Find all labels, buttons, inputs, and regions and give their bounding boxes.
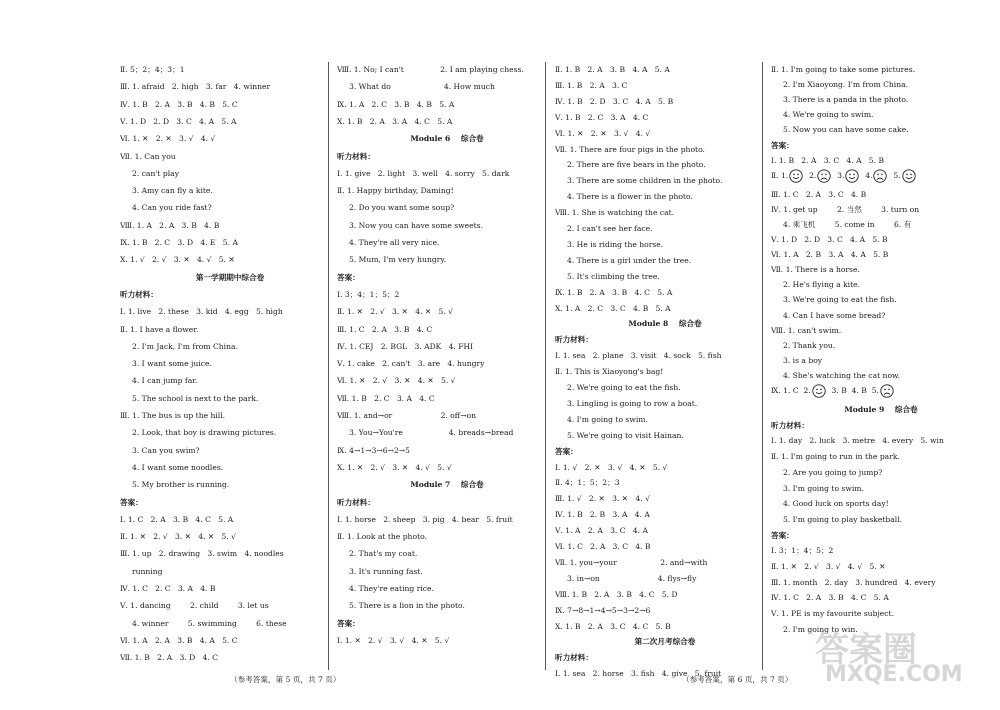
answer-line: 2. I can't see her face. bbox=[567, 224, 653, 233]
answer-line: 4. I'm going to swim. bbox=[567, 414, 648, 424]
face-item-number: 4. B bbox=[851, 386, 867, 395]
answer-line: 4. There is a girl under the tree. bbox=[567, 255, 692, 265]
answer-line: 3. I want some juice. bbox=[132, 359, 212, 369]
face-item-number: 5. bbox=[893, 170, 901, 180]
answer-line: Ⅷ. 1. B 2. A 3. B 4. C 5. D bbox=[555, 589, 678, 599]
face-item-number: 3. B bbox=[831, 386, 847, 395]
answer-line: Ⅸ. 1. B 2. C 3. D 4. E 5. A bbox=[120, 238, 238, 247]
column-divider bbox=[545, 62, 546, 670]
answer-line: Ⅲ. 1. The bus is up the hill. bbox=[120, 411, 226, 420]
answer-line: Ⅱ. 5；2；4；3；1 bbox=[120, 65, 185, 74]
answer-line: 3. What do 4. How much bbox=[349, 82, 495, 92]
answer-line: Ⅹ. 1. √ 2. √ 3. ✕ 4. √ 5. ✕ bbox=[120, 255, 235, 265]
answer-line: Ⅱ. 1. ✕ 2. √ 3. ✕ 4. ✕ 5. √ bbox=[120, 532, 237, 542]
answer-line: Ⅱ. 1. I'm going to run in the park. bbox=[771, 452, 900, 462]
smiley-face-icon bbox=[812, 384, 826, 398]
answer-line: 4. There is a flower in the photo. bbox=[567, 192, 693, 202]
answer-line: Ⅶ. 1. you→your 2. and→with bbox=[555, 557, 708, 567]
face-item-number: 1. bbox=[781, 170, 789, 180]
smiley-face-icon bbox=[789, 169, 803, 183]
answer-line: 3. is a boy bbox=[783, 355, 823, 365]
answer-line: 5. Mum, I'm very hungry. bbox=[349, 255, 447, 265]
answer-line: 4. I can jump far. bbox=[132, 376, 198, 386]
answer-line: 5. My brother is running. bbox=[132, 480, 230, 490]
answer-line: 4. Can I have some bread? bbox=[783, 310, 886, 320]
answer-line: 5. We're going to visit Hainan. bbox=[567, 430, 684, 440]
answer-line: Ⅶ. 1. There is a horse. bbox=[771, 265, 860, 275]
face-item-number: 4. bbox=[865, 170, 873, 180]
answer-line: 3. We're going to eat the fish. bbox=[783, 295, 897, 305]
answer-line: Ⅷ. 1. A 2. A 3. B 4. B bbox=[120, 220, 220, 230]
answer-line: Ⅷ. 1. She is watching the cat. bbox=[555, 208, 675, 218]
answer-line: Ⅰ. 1. give 2. light 3. well 4. sorry 5. dark bbox=[337, 168, 510, 178]
sad-face-icon bbox=[873, 169, 887, 183]
answer-line: Ⅱ. 1. ✕ 2. √ 3. √ 4. √ 5. ✕ bbox=[771, 562, 886, 571]
answer-line: Ⅲ. 1. √ 2. ✕ 3. ✕ 4. √ bbox=[555, 494, 650, 504]
section-label: 听力材料： bbox=[337, 497, 375, 507]
answer-line: 4. I want some noodles. bbox=[132, 462, 224, 472]
answer-line: Ⅳ. 1. B 2. D 3. C 4. A 5. B bbox=[555, 96, 674, 106]
answer-line: Ⅶ. 1. Can you bbox=[120, 151, 176, 161]
smiley-face-icon bbox=[845, 169, 859, 183]
answer-line: 2. That's my coat. bbox=[349, 549, 418, 559]
answer-line: 5. I'm going to play basketball. bbox=[783, 514, 903, 524]
section-title: Module 8 综合卷 bbox=[628, 319, 702, 329]
answer-line: Ⅳ. 1. CEJ 2. BGL 3. ADK 4. FHI bbox=[337, 341, 474, 351]
answer-line: Ⅰ. 1. ✕ 2. √ 3. √ 4. ✕ 5. √ bbox=[337, 635, 450, 645]
answer-line: 2. can't play bbox=[132, 168, 179, 178]
answer-line: 2. Do you want some soup? bbox=[349, 203, 455, 213]
section-label: 听力材料： bbox=[555, 335, 593, 345]
answer-line: Ⅹ. 1. A 2. C 3. C 4. B 5. A bbox=[555, 303, 671, 313]
row-label: Ⅱ. bbox=[771, 170, 781, 180]
answer-line: Ⅴ. 1. A 2. A 3. C 4. A bbox=[555, 526, 648, 536]
answer-line: 4. We're going to swim. bbox=[783, 110, 874, 120]
answer-line: Ⅹ. 1. ✕ 2. √ 3. ✕ 4. √ 5. √ bbox=[337, 462, 452, 472]
answer-line: Ⅱ. 1. I have a flower. bbox=[120, 324, 199, 334]
section-label: 答案： bbox=[771, 140, 794, 150]
answer-line: 5. It's climbing the tree. bbox=[567, 271, 660, 281]
answer-line: Ⅶ. 1. There are four pigs in the photo. bbox=[555, 144, 705, 154]
answer-line: Ⅰ. 1. day 2. luck 3. metre 4. every 5. win bbox=[771, 436, 944, 446]
answer-line: 3. You→You're 4. breads→bread bbox=[349, 428, 514, 438]
answer-line: 3. Now you can have some sweets. bbox=[349, 220, 483, 230]
sad-face-icon bbox=[817, 169, 831, 183]
answer-line: 2. There are five bears in the photo. bbox=[567, 160, 706, 170]
watermark-logo bbox=[775, 622, 990, 692]
answer-line: 3. Can you swim? bbox=[132, 445, 200, 455]
answer-line: Ⅱ. 1. ✕ 2. √ 3. ✕ 4. ✕ 5. √ bbox=[337, 307, 454, 317]
answer-line: Ⅶ. 1. B 2. C 3. A 4. C bbox=[337, 393, 435, 403]
answer-line: Ⅱ. 1. Look at the photo. bbox=[337, 532, 427, 542]
section-label: 答案： bbox=[555, 446, 578, 456]
section-label: 听力材料： bbox=[120, 289, 158, 299]
answer-line: 3. Amy can fly a kite. bbox=[132, 186, 213, 196]
face-answer-row bbox=[771, 168, 921, 184]
answer-line: Ⅰ. 1. C 2. A 3. B 4. C 5. A bbox=[120, 514, 234, 524]
answer-line: Ⅵ. 1. A 2. B 3. A 4. A 5. B bbox=[771, 250, 889, 260]
answer-line: 4. 乘飞机 5. come in 6. 有 bbox=[783, 219, 912, 229]
answer-line: Ⅳ. 1. B 2. B 3. A 4. A bbox=[555, 510, 650, 520]
answer-line: 2. We're going to eat the fish. bbox=[567, 383, 681, 392]
answer-line: Ⅴ. 1. cake 2. can't 3. are 4. hungry bbox=[337, 359, 485, 369]
answer-line: 4. They're all very nice. bbox=[349, 238, 440, 247]
answer-line: Ⅴ. 1. B 2. C 3. A 4. C bbox=[555, 112, 649, 122]
section-label: 答案： bbox=[120, 497, 143, 507]
answer-line: Ⅹ. 1. B 2. A 3. C 4. C 5. B bbox=[555, 621, 671, 631]
row-label: Ⅸ. bbox=[771, 386, 784, 395]
answer-line: 2. I'm going to win. bbox=[783, 624, 858, 634]
answer-line: 3. There are some children in the photo. bbox=[567, 176, 723, 186]
answer-line: 3. He is riding the horse. bbox=[567, 239, 664, 249]
answer-line: 4. Good luck on sports day! bbox=[783, 499, 889, 509]
answer-line: 3. I'm going to swim. bbox=[783, 483, 864, 493]
answer-line: 2. Look, that boy is drawing pictures. bbox=[132, 428, 277, 438]
answer-line: Ⅳ. 1. C 2. A 3. B 4. C 5. A bbox=[771, 593, 889, 603]
answer-line: Ⅷ. 1. and→or 2. off→on bbox=[337, 411, 477, 420]
section-title: Module 9 综合卷 bbox=[844, 405, 918, 414]
answer-line: 2. I'm Xiaoyong. I'm from China. bbox=[783, 80, 909, 90]
section-title: Module 7 综合卷 bbox=[410, 480, 484, 490]
answer-line: Ⅱ. 1. Happy birthday, Daming! bbox=[337, 186, 454, 196]
answer-line: Ⅱ. 1. This is Xiaoyong's bag! bbox=[555, 367, 664, 377]
answer-line: 2. Are you going to jump? bbox=[783, 467, 883, 477]
answer-line: Ⅷ. 1. No; I can't 2. I am playing chess. bbox=[337, 65, 524, 74]
face-item-number: 2. bbox=[809, 170, 817, 180]
answer-line: Ⅰ. 1. B 2. A 3. C 4. A 5. B bbox=[771, 155, 885, 165]
answer-line: Ⅲ. 1. month 2. day 3. hundred 4. every bbox=[771, 577, 936, 587]
answer-line: 2. Thank you. bbox=[783, 340, 836, 350]
answer-line: Ⅱ. 1. B 2. A 3. B 4. A 5. A bbox=[555, 65, 670, 74]
section-label: 听力材料： bbox=[555, 653, 593, 663]
answer-line: Ⅸ. 1. A 2. C 3. B 4. B 5. A bbox=[337, 99, 455, 109]
column-divider bbox=[328, 62, 329, 670]
section-label: 听力材料： bbox=[771, 420, 809, 430]
answer-line: 4. Can you ride fast? bbox=[132, 203, 212, 213]
sad-face-icon bbox=[880, 384, 894, 398]
section-label: 答案： bbox=[337, 618, 360, 628]
answer-line: 4. They're eating rice. bbox=[349, 584, 434, 593]
section-label: 答案： bbox=[771, 530, 794, 540]
answer-line: running bbox=[132, 566, 163, 576]
smiley-face-icon bbox=[902, 169, 916, 183]
answer-line: 2. I'm Jack, I'm from China. bbox=[132, 341, 238, 351]
face-item-number: 1. C bbox=[783, 386, 799, 395]
page-footer-left: （参考答案，第 5 页，共 7 页） bbox=[230, 675, 341, 684]
section-title: Module 6 综合卷 bbox=[410, 134, 484, 144]
answer-line: 4. She's watching the cat now. bbox=[783, 370, 901, 380]
answer-line: Ⅵ. 1. A 2. A 3. B 4. A 5. C bbox=[120, 635, 238, 645]
answer-line: Ⅴ. 1. dancing 2. child 3. let us bbox=[120, 601, 269, 611]
answer-line: Ⅰ. 1. √ 2. ✕ 3. √ 4. ✕ 5. √ bbox=[555, 462, 668, 472]
watermark-text: 答案圈 bbox=[815, 630, 917, 670]
answer-line: Ⅳ. 1. B 2. A 3. B 4. B 5. C bbox=[120, 99, 238, 109]
answer-line: Ⅳ. 1. C 2. C 3. A 4. B bbox=[120, 584, 216, 593]
answer-line: Ⅵ. 1. ✕ 2. ✕ 3. √ 4. √ bbox=[555, 128, 651, 138]
answer-line: Ⅵ. 1. ✕ 2. √ 3. ✕ 4. ✕ 5. √ bbox=[337, 376, 456, 386]
answer-line: 3. Lingling is going to row a boat. bbox=[567, 398, 698, 408]
watermark-domain: MXQE.COM bbox=[825, 662, 963, 687]
answer-line: 4. winner 5. swimming 6. these bbox=[132, 618, 287, 628]
answer-line: 3. in→on 4. flys→fly bbox=[567, 573, 697, 583]
answer-line: Ⅶ. 1. B 2. A 3. D 4. C bbox=[120, 653, 218, 663]
answer-line: Ⅵ. 1. ✕ 2. ✕ 3. √ 4. √ bbox=[120, 134, 216, 144]
answer-line: 2. He's flying a kite. bbox=[783, 280, 861, 290]
answer-line: Ⅲ. 1. afraid 2. high 3. far 4. winner bbox=[120, 82, 271, 92]
answer-line: 5. Now you can have some cake. bbox=[783, 125, 909, 135]
answer-line: Ⅷ. 1. can't swim. bbox=[771, 325, 842, 335]
section-title: 第一学期期中综合卷 bbox=[195, 272, 265, 282]
section-title: 第二次月考综合卷 bbox=[634, 637, 696, 647]
answer-line: Ⅸ. 4→1→3→6→2→5 bbox=[337, 445, 410, 455]
page-footer-right: （参考答案，第 6 页，共 7 页） bbox=[682, 675, 793, 684]
face-answer-row bbox=[771, 383, 900, 399]
answer-line: Ⅹ. 1. B 2. A 3. A 4. C 5. A bbox=[337, 116, 453, 126]
answer-line: Ⅵ. 1. C 2. A 3. C 4. B bbox=[555, 542, 651, 551]
answer-line: Ⅰ. 1. horse 2. sheep 3. pig 4. bear 5. fruit bbox=[337, 514, 513, 524]
answer-line: Ⅴ. 1. PE is my favourite subject. bbox=[771, 609, 895, 619]
section-label: 答案： bbox=[337, 272, 360, 282]
answer-line: Ⅸ. 1. B 2. A 3. B 4. C 5. A bbox=[555, 287, 673, 297]
answer-line: Ⅰ. 3；1；4；5；2 bbox=[771, 546, 834, 556]
answer-line: 5. The school is next to the park. bbox=[132, 393, 259, 403]
answer-line: Ⅰ. 3；4；1；5；2 bbox=[337, 289, 400, 299]
section-label: 听力材料： bbox=[337, 151, 375, 161]
answer-line: Ⅰ. 1. sea 2. horse 3. fish 4. give 5. fruit bbox=[555, 669, 722, 679]
answer-line: Ⅰ. 1. sea 2. plane 3. visit 4. sock 5. fish bbox=[555, 351, 722, 361]
answer-line: Ⅲ. 1. B 2. A 3. C bbox=[555, 80, 628, 90]
face-item-number: 5. bbox=[871, 386, 879, 395]
answer-line: Ⅲ. 1. up 2. drawing 3. swim 4. noodles bbox=[120, 549, 284, 559]
face-item-number: 2. bbox=[803, 386, 811, 395]
face-item-number: 3. bbox=[837, 170, 845, 180]
answer-line: Ⅸ. 7→8→1→4→5→3→2→6 bbox=[555, 605, 651, 615]
answer-line: Ⅳ. 1. get up 2. 当然 3. turn on bbox=[771, 204, 920, 214]
answer-line: Ⅲ. 1. C 2. A 3. C 4. B bbox=[771, 189, 867, 199]
answer-line: Ⅰ. 1. live 2. these 3. kid 4. egg 5. high bbox=[120, 307, 283, 317]
answer-line: 3. It's running fast. bbox=[349, 566, 423, 576]
answer-line: Ⅴ. 1. D 2. D 3. C 4. A 5. A bbox=[120, 116, 237, 126]
column-divider bbox=[762, 62, 763, 670]
answer-line: Ⅱ. 1. I'm going to take some pictures. bbox=[771, 65, 915, 74]
answer-line: Ⅲ. 1. C 2. A 3. B 4. C bbox=[337, 324, 433, 334]
answer-line: 3. There is a panda in the photo. bbox=[783, 95, 909, 105]
answer-line: Ⅱ. 4；1；5；2；3 bbox=[555, 478, 620, 488]
answer-line: Ⅴ. 1. D 2. D 3. C 4. A 5. B bbox=[771, 235, 888, 244]
answer-line: 5. There is a lion in the photo. bbox=[349, 601, 465, 611]
